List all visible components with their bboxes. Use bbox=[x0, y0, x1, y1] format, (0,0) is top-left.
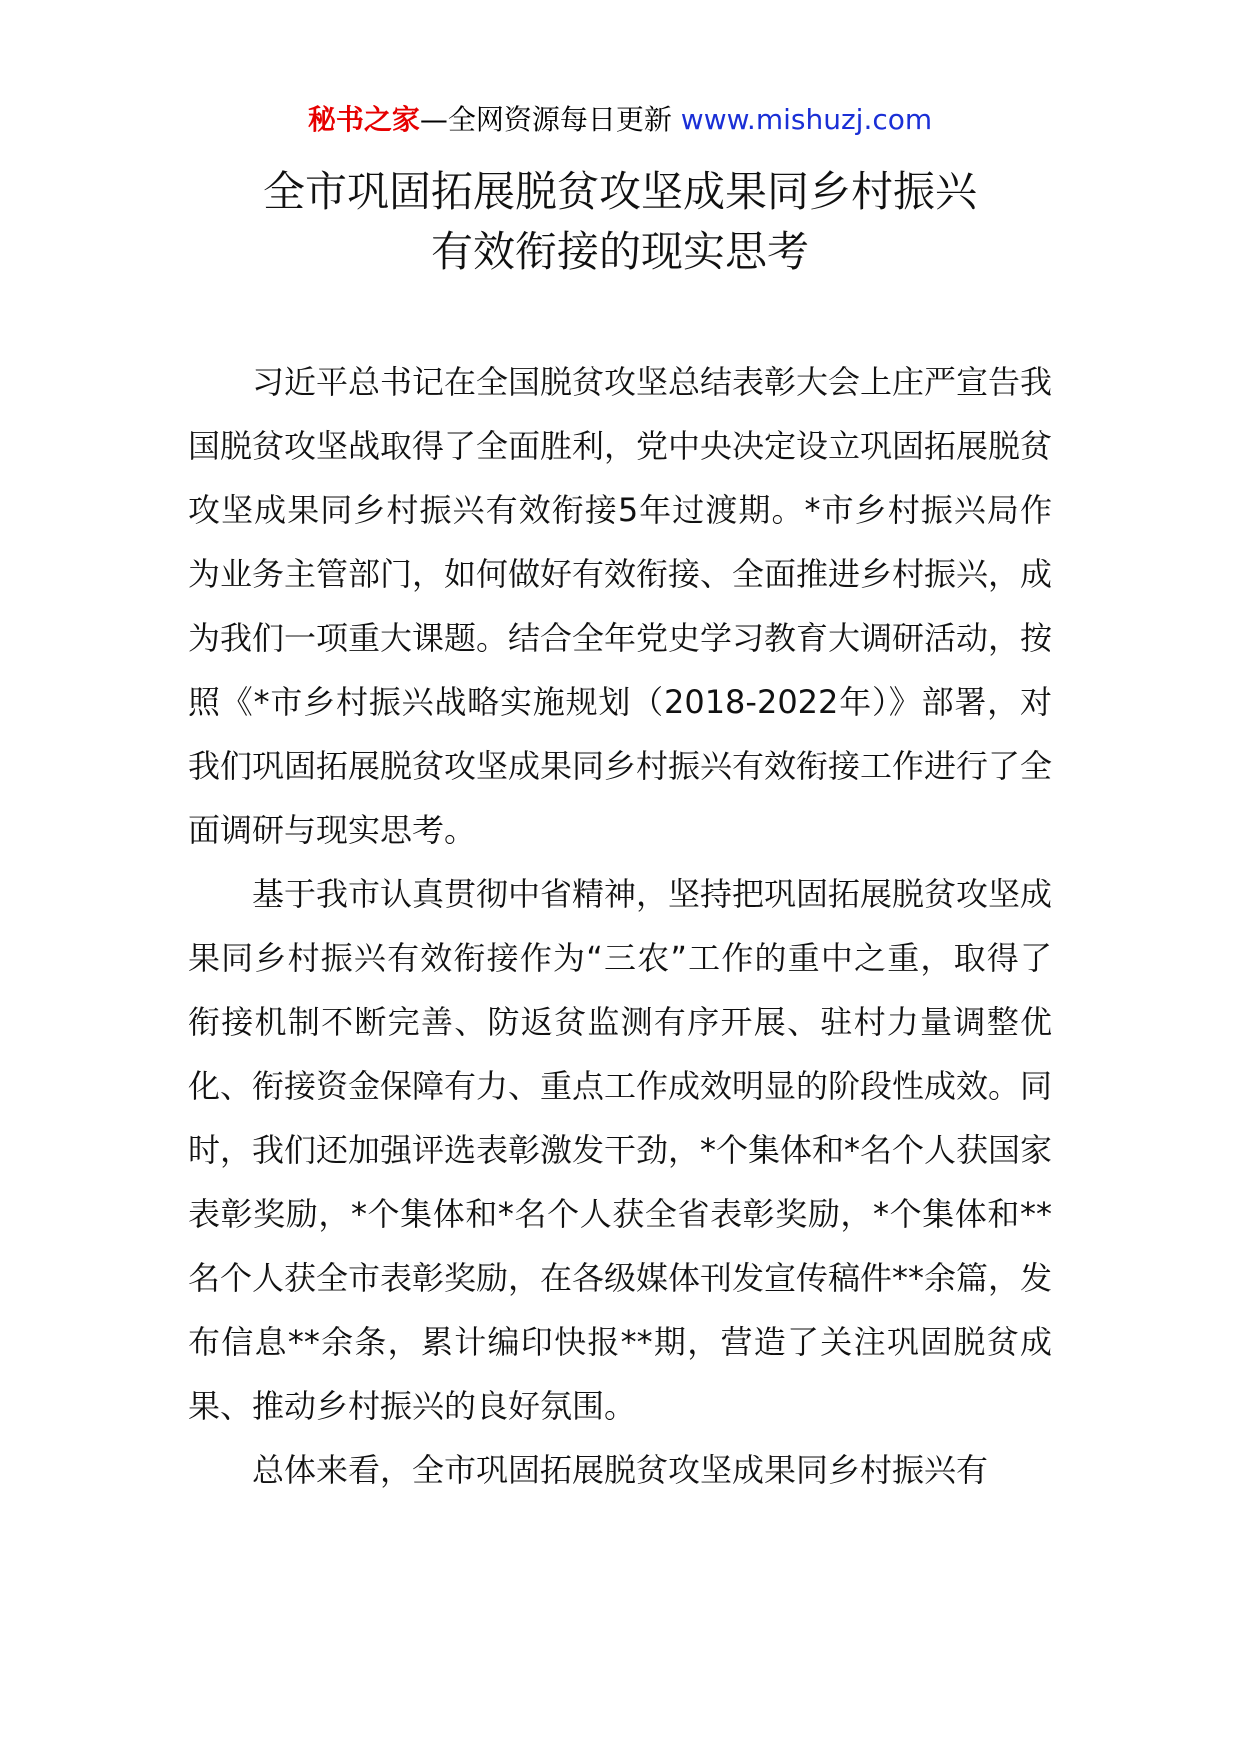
site-header bbox=[0, 100, 1240, 140]
title-line-1: 全市巩固拓展脱贫攻坚成果同乡村振兴 bbox=[262, 167, 977, 216]
document-title bbox=[0, 162, 1240, 282]
brand-name: 秘书之家 bbox=[307, 103, 420, 136]
body-paragraph-1: 习近平总书记在全国脱贫攻坚总结表彰大会上庄严宣告我国脱贫攻坚战取得了全面胜利，党中央决定设立巩固拓展脱贫攻坚成果同乡村振兴有效衔接5年过渡期。*市乡村振兴局作为业务主管部门，如何做好有效衔接、全面推进乡村振兴，成为我们一项重大课题。结合全年党史学习教育大调研活动，按照《*市乡村振兴战略实施规划（2018-2022年）》部署，对我们巩固拓展脱贫攻坚成果同乡村振兴有效衔接工作进行了全面调研与现实思考。 bbox=[188, 363, 1053, 849]
body-paragraph-2: 基于我市认真贯彻中省精神，坚持把巩固拓展脱贫攻坚成果同乡村振兴有效衔接作为“三农”工作的重中之重，取得了衔接机制不断完善、防返贫监测有序开展、驻村力量调整优化、衔接资金保障有力、重点工作成效明显的阶段性成效。同时，我们还加强评选表彰激发干劲，*个集体和*名个人获国家表彰奖励，*个集体和*名个人获全省表彰奖励，*个集体和**名个人获全市表彰奖励，在各级媒体刊发宣传稿件**余篇，发布信息**余条，累计编印快报**期，营造了关注巩固脱贫成果、推动乡村振兴的良好氛围。 bbox=[188, 875, 1053, 1425]
site-url-link[interactable]: www.mishuzj.com bbox=[680, 103, 933, 136]
document-body bbox=[188, 350, 1052, 1502]
title-line-2: 有效衔接的现实思考 bbox=[430, 227, 809, 276]
body-paragraph-3: 总体来看，全市巩固拓展脱贫攻坚成果同乡村振兴有 bbox=[252, 1451, 989, 1489]
header-tagline: —全网资源每日更新 bbox=[419, 103, 672, 136]
